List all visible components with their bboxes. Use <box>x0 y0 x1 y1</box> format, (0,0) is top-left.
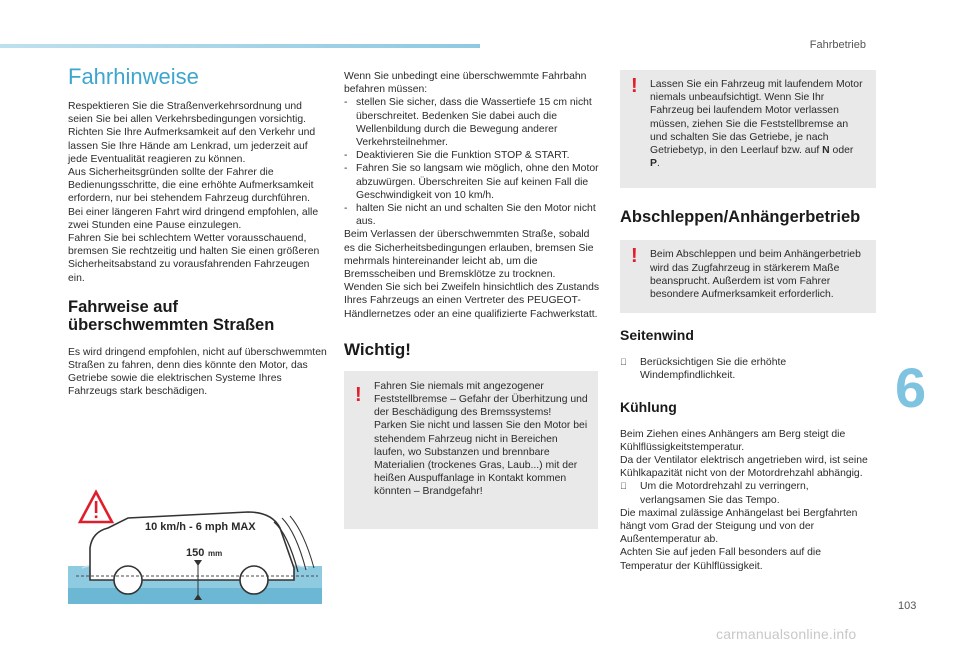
flood-text: Es wird dringend empfohlen, nicht auf überschwemmten Straßen zu fahren, denn dies könnte den Motor, das Getriebe sowie die elektrischen Systeme Ihres Fahrzeugs stark beschädigen. <box>68 346 327 398</box>
cooling-heading: Kühlung <box>620 398 677 415</box>
section-label: Fahrbetrieb <box>809 39 866 51</box>
important-warning-text: Fahren Sie niemals mit angezogener Feststellbremse – Gefahr der Überhitzung und der Beschädigung des Bremssystems! Parken Sie nicht und lassen Sie den Motor bei stehendem Fahrzeug nicht in Bereichen laufen, wo Substanzen und brennbare Materialien (trockenes Gras, Laub...) mit der heißen Auspuffanlage in Kontakt kommen könnten – Brandgefahr! <box>374 380 588 498</box>
important-heading: Wichtig! <box>344 339 411 359</box>
warning-exclamation-icon: ! <box>355 383 362 406</box>
idle-warning-joiner: oder <box>829 145 854 157</box>
gear-n: N <box>822 145 830 157</box>
after-flood-text: Beim Verlassen der überschwemmten Straße, sobald es die Sicherheitsbedingungen erlauben, bremsen Sie mehrmals hintereinander leicht ab, um die Bremsscheiben und Bremsklötze zu trocknen. Wenden Sie sich bei Zweifeln hinsichtlich des Zustands Ihres Fahrzeugs an einen Vertreter des PEUGEOT-Händlernetzes oder an eine qualifizierte Fachwerkstatt. <box>344 229 600 320</box>
flood-heading <box>68 298 328 334</box>
cooling-after-text: Die maximal zulässige Anhängelast bei Bergfahrten hängt vom Grad der Steigung und von der Außentemperatur ab. Achten Sie auf jeden Fall besonders auf die Temperatur der Kühlflüssigkeit. <box>620 507 858 572</box>
column-2 <box>344 70 602 529</box>
list-item: - halten Sie nicht an und schalten Sie den Motor nicht aus. <box>344 202 602 228</box>
speed-limit-label: 10 km/h - 6 mph MAX <box>145 521 256 533</box>
crosswind-list <box>620 356 876 382</box>
flood-instructions-list <box>344 96 602 228</box>
warning-exclamation-icon: ! <box>631 245 638 268</box>
watermark: carmanualsonline.info <box>716 626 857 642</box>
towing-warning-text: Beim Abschleppen und beim Anhängerbetrieb wird das Zugfahrzeug in stärkerem Maße beansprucht. Außerdem ist vom Fahrer besondere Aufmerksamkeit erforderlich. <box>650 249 861 301</box>
flood-heading-line1: Fahrweise auf <box>68 297 179 316</box>
crosswind-heading: Seitenwind <box>620 327 694 344</box>
driving-intro: Respektieren Sie die Straßenverkehrsordnung und seien Sie bei allen Verkehrsbedingungen vorsichtig. Richten Sie Ihre Aufmerksamkeit auf den Verkehr und lassen Sie Ihre Hände am Lenkrad, um jederzeit auf jede Eventualität reagieren zu können. Aus Sicherheitsgründen sollte der Fahrer die Bedienungsschritte, die eine erhöhte Aufmerksamkeit erfordern, nur bei stehendem Fahrzeug durchführen. Bei einer längeren Fahrt wird dringend empfohlen, alle zwei Stunden eine Pause einzulegen. Fahren Sie bei schlechtem Wetter vorausschauend, bremsen Sie rechtzeitig und halten Sie einen größeren Sicherheitsabstand zu vorausfahrenden Fahrzeugen ein. <box>68 101 320 284</box>
list-item: Um die Motordrehzahl zu verringern, verlangsamen Sie das Tempo. <box>640 481 809 506</box>
column-3 <box>620 70 876 573</box>
cooling-list <box>620 480 876 506</box>
list-item: - Deaktivieren Sie die Funktion STOP & START. <box>344 149 602 162</box>
page-number: 103 <box>898 600 917 612</box>
towing-heading: Abschleppen/Anhängerbetrieb <box>620 208 861 227</box>
list-item: - stellen Sie sicher, dass die Wassertiefe 15 cm nicht überschreitet. Bedenken Sie dabei auch die Wellenbildung durch die Bewegung anderer Verkehrsteilnehmer. <box>344 96 602 149</box>
list-item: - Fahren Sie so langsam wie möglich, ohne den Motor abzuwürgen. Überschreiten Sie auf keinen Fall die Geschwindigkeit von 10 km/h. <box>344 162 602 202</box>
chapter-number: 6 <box>895 356 927 419</box>
towing-warning-box <box>620 240 876 313</box>
gear-p: P <box>650 158 657 170</box>
idle-warning-main: Lassen Sie ein Fahrzeug mit laufendem Motor niemals unbeaufsichtigt. Wenn Sie Ihr Fahrzeug bei laufendem Motor verlassen müssen, ziehen Sie die Feststellbremse an und schalten Sie das Getriebe, je nach Getriebetyp, in den Leerlauf bzw. auf <box>650 79 863 157</box>
header-accent-bar <box>0 44 480 48</box>
list-item: Berücksichtigen Sie die erhöhte Windempfindlichkeit. <box>640 357 787 382</box>
idle-warning-box <box>620 70 876 188</box>
flood-heading-line2: überschwemmten Straßen <box>68 315 275 334</box>
page-title: Fahrhinweise <box>68 64 199 89</box>
column-1 <box>68 64 328 399</box>
idle-warning-text <box>650 78 866 170</box>
important-warning-box <box>344 371 598 529</box>
warning-exclamation-icon: ! <box>631 75 638 97</box>
idle-warning-end: . <box>656 158 660 170</box>
depth-unit: mm <box>208 549 223 558</box>
flooded-road-illustration <box>68 488 322 604</box>
flood-instructions-intro: Wenn Sie unbedingt eine überschwemmte Fahrbahn befahren müssen: <box>344 71 587 96</box>
depth-value: 150 <box>186 547 205 559</box>
cooling-text: Beim Ziehen eines Anhängers am Berg steigt die Kühlflüssigkeitstemperatur. Da der Ventilator elektrisch angetrieben wird, ist seine Kühlkapazität nicht von der Motordrehzahl abhängig. <box>620 428 868 480</box>
